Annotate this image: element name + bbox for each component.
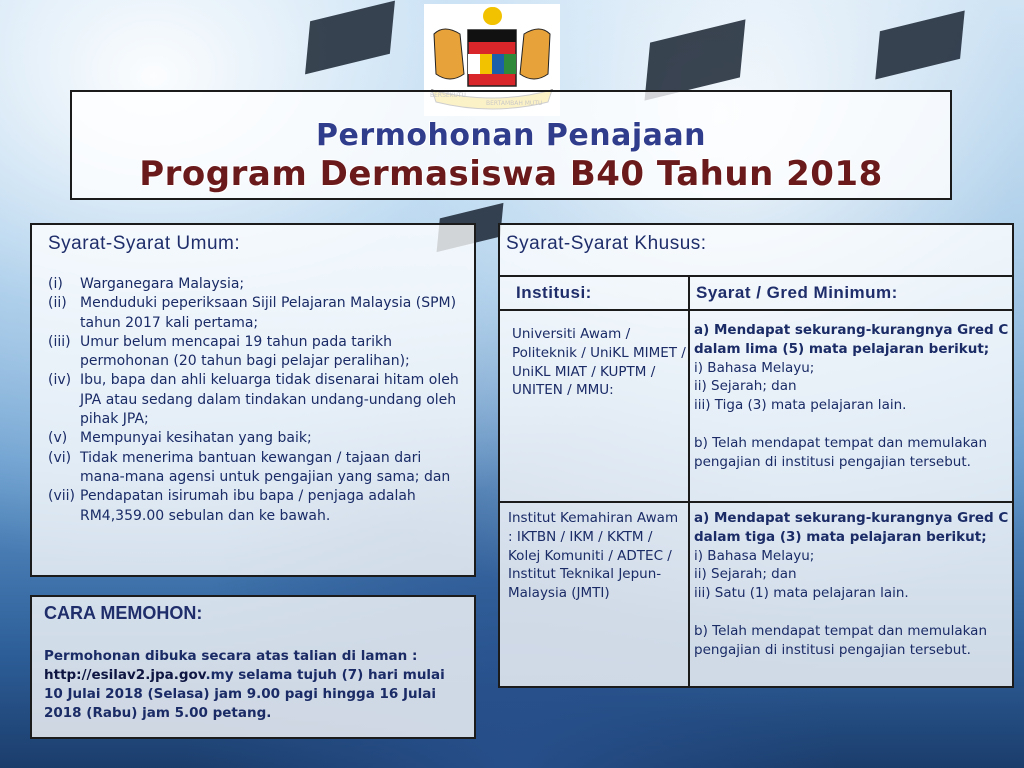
divider bbox=[500, 309, 1012, 311]
item-number: (iv) bbox=[48, 372, 72, 389]
item-text: Pendapatan isirumah ibu bapa / penjaga adalah RM4,359.00 sebulan dan ke bawah. bbox=[80, 488, 416, 524]
cara-memohon-details: .my selama tujuh (7) hari mulai 10 Julai 2018 (Selasa) jam 9.00 pagi hingga 16 Julai 2018 (Rabu) jam 5.00 petang. bbox=[44, 667, 445, 721]
subject-item: ii) Sejarah; dan bbox=[694, 566, 797, 583]
column-header-syarat: Syarat / Gred Minimum: bbox=[696, 283, 898, 302]
item-number: (i) bbox=[48, 276, 63, 292]
item-number: (vii) bbox=[48, 488, 75, 505]
cara-memohon-text bbox=[44, 647, 464, 723]
divider bbox=[500, 501, 1012, 503]
syarat-cell bbox=[694, 509, 1012, 660]
page-title: Permohonan Penajaan bbox=[316, 118, 706, 153]
subject-item: i) Bahasa Melayu; bbox=[694, 547, 815, 564]
divider bbox=[500, 275, 1012, 277]
syarat-cell bbox=[694, 321, 1012, 472]
page-subtitle: Program Dermasiswa B40 Tahun 2018 bbox=[139, 154, 883, 194]
divider bbox=[688, 275, 690, 686]
list-item bbox=[48, 487, 466, 526]
graduation-cap-decoration bbox=[305, 1, 395, 75]
item-number: (ii) bbox=[48, 295, 67, 312]
item-text: Tidak menerima bantuan kewangan / tajaan dari mana-mana agensi untuk pengajian yang sama; dan bbox=[80, 449, 451, 485]
cara-memohon-heading: CARA MEMOHON: bbox=[44, 603, 203, 623]
subject-item: iii) Satu (1) mata pelajaran lain. bbox=[694, 585, 909, 602]
title-panel bbox=[70, 90, 952, 200]
list-item bbox=[48, 275, 466, 294]
syarat-b: b) Telah mendapat tempat dan memulakan pengajian di institusi pengajian tersebut. bbox=[694, 622, 987, 658]
syarat-khusus-heading: Syarat-Syarat Khusus: bbox=[506, 233, 707, 254]
item-text: Umur belum mencapai 19 tahun pada tarikh permohonan (20 tahun bagi pelajar peralihan); bbox=[80, 333, 410, 370]
institusi-cell: Universiti Awam / Politeknik / UniKL MIMET / UniKL MIAT / KUPTM / UNITEN / MMU: bbox=[512, 326, 686, 399]
subject-item: iii) Tiga (3) mata pelajaran lain. bbox=[694, 397, 907, 414]
item-text: Mempunyai kesihatan yang baik; bbox=[80, 430, 312, 447]
syarat-umum-heading: Syarat-Syarat Umum: bbox=[48, 233, 241, 254]
item-text: Warganegara Malaysia; bbox=[80, 276, 245, 292]
list-item bbox=[48, 429, 466, 448]
list-item bbox=[48, 371, 466, 429]
item-number: (v) bbox=[48, 430, 68, 447]
institusi-cell: Institut Kemahiran Awam : IKTBN / IKM / KKTM / Kolej Komuniti / ADTEC / Institut Teknikal Jepun-Malaysia (JMTI) bbox=[508, 510, 679, 602]
syarat-umum-panel bbox=[30, 223, 476, 577]
syarat-khusus-panel bbox=[498, 223, 1014, 688]
application-url-link[interactable]: http://esilav2.jpa.gov bbox=[44, 667, 206, 683]
item-number: (vi) bbox=[48, 449, 72, 466]
graduation-cap-decoration bbox=[875, 10, 964, 79]
column-header-institusi: Institusi: bbox=[516, 283, 592, 302]
item-text: Ibu, bapa dan ahli keluarga tidak disenarai hitam oleh JPA atau sedang dalam tindakan undang-undang oleh pihak JPA; bbox=[80, 372, 459, 428]
cara-memohon-intro: Permohonan dibuka secara atas talian di laman : bbox=[44, 648, 418, 664]
graduation-cap-decoration bbox=[645, 19, 746, 100]
subject-item: i) Bahasa Melayu; bbox=[694, 359, 815, 376]
list-item bbox=[48, 294, 466, 333]
subject-item: ii) Sejarah; dan bbox=[694, 378, 797, 395]
syarat-a: a) Mendapat sekurang-kurangnya Gred C dalam tiga (3) mata pelajaran berikut; bbox=[694, 510, 1009, 545]
cara-memohon-panel bbox=[30, 595, 476, 739]
syarat-a: a) Mendapat sekurang-kurangnya Gred C dalam lima (5) mata pelajaran berikut; bbox=[694, 322, 1009, 357]
syarat-b: b) Telah mendapat tempat dan memulakan pengajian di institusi pengajian tersebut. bbox=[694, 434, 987, 470]
list-item bbox=[48, 333, 466, 372]
list-item bbox=[48, 449, 466, 488]
syarat-umum-list bbox=[48, 275, 466, 526]
item-number: (iii) bbox=[48, 333, 71, 350]
item-text: Menduduki peperiksaan Sijil Pelajaran Malaysia (SPM) tahun 2017 kali pertama; bbox=[80, 295, 457, 331]
